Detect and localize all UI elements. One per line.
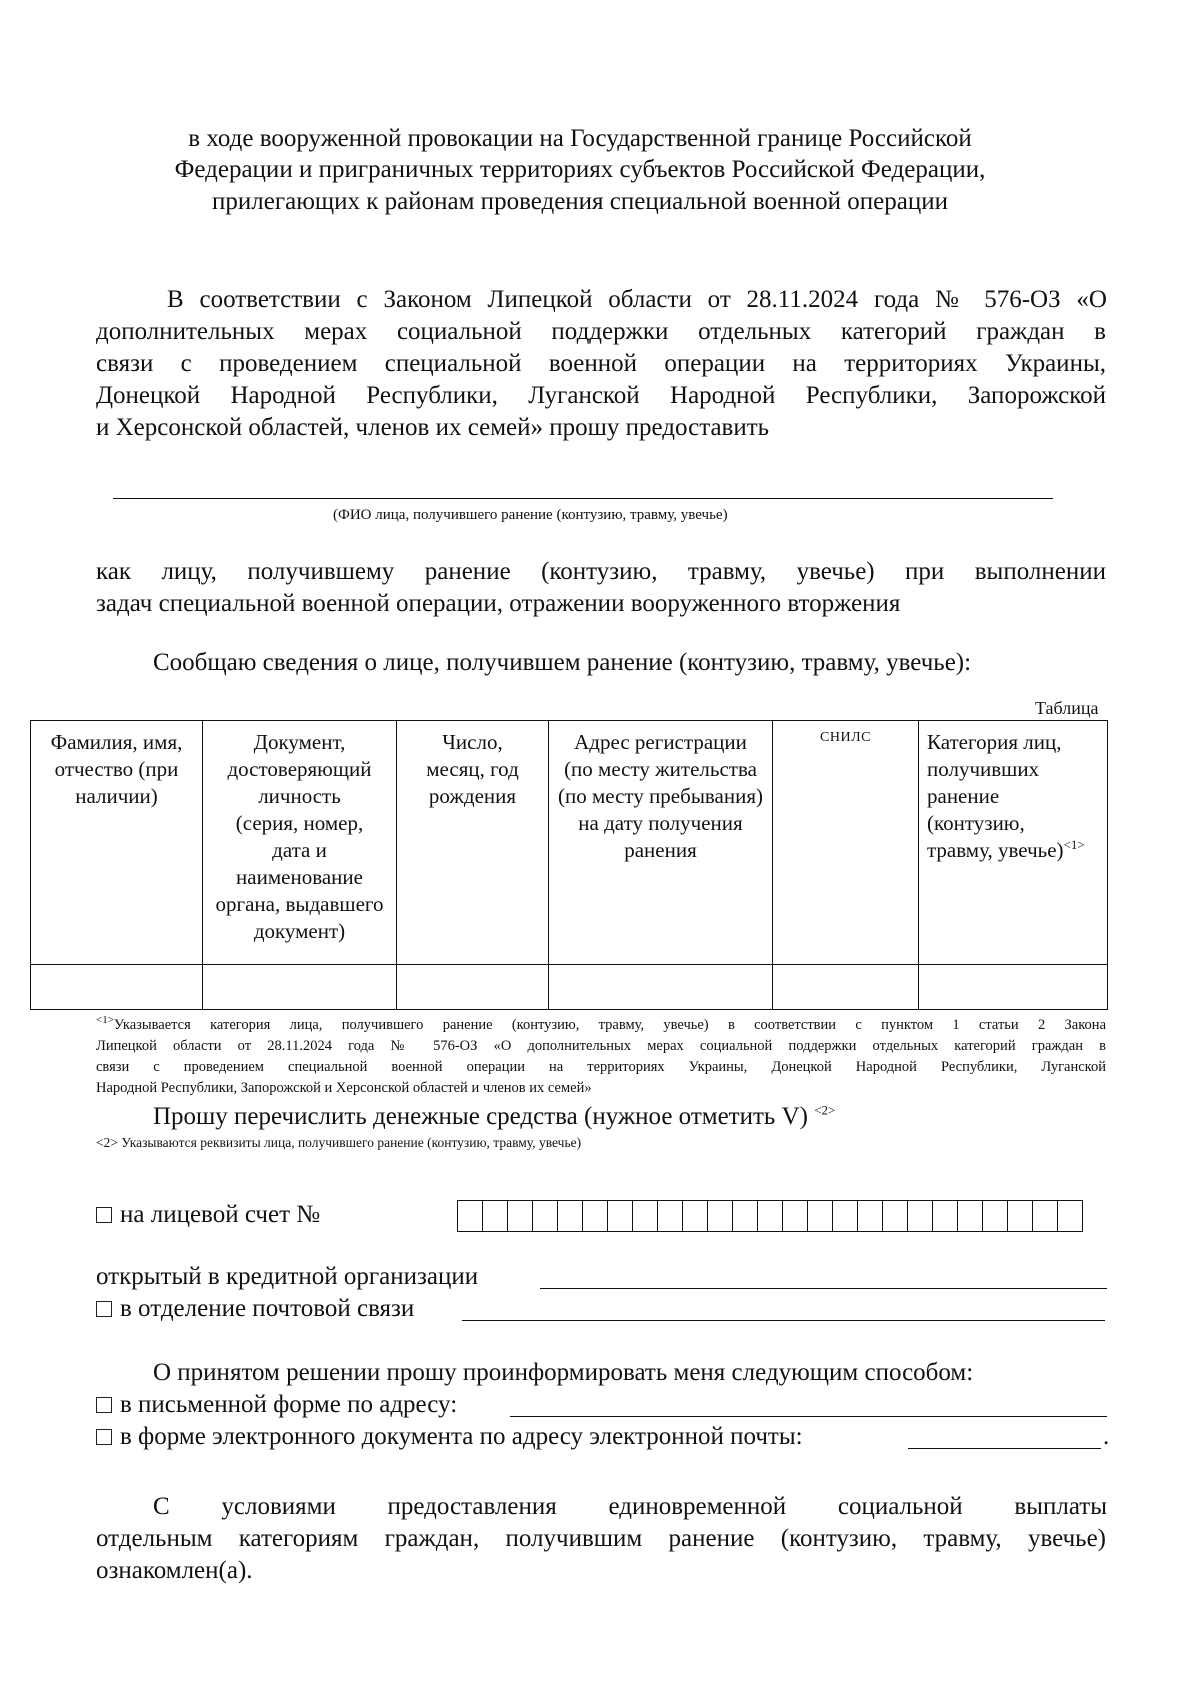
as-person-line-2: задач специальной военной операции, отражении вооруженного вторжения: [96, 590, 901, 617]
header-line-3: прилегающих к районам проведения специальной военной операции: [212, 188, 948, 215]
intro-line-3: связи с проведением специальной военной операции на территориях Украины,: [96, 350, 1106, 377]
footnote-1-line-1: $^{<1>}$Указывается категория лица, получившего ранение (контузию, травму, увечье) в соответствии с пунктом 1 статьи 2 Закона: [96, 1014, 1106, 1033]
fio-input-line[interactable]: [113, 498, 1053, 499]
email-input-line[interactable]: [908, 1448, 1101, 1449]
th-address: Адрес регистрации (по месту жительства (по месту пребывания) на дату получения ранения: [549, 721, 773, 965]
intro-line-5: и Херсонской областей, членов их семей» прошу предоставить: [96, 414, 770, 441]
email-option: в форме электронного документа по адресу электронной почты:: [96, 1422, 803, 1452]
table-header-row: [31, 721, 1108, 965]
post-office-checkbox[interactable]: [96, 1301, 112, 1317]
written-address-input-line[interactable]: [510, 1416, 1107, 1417]
intro-line-1: В соответствии с Законом Липецкой области от 28.11.2024 года № 576-ОЗ «О: [167, 286, 1107, 313]
cell-birthdate[interactable]: [397, 965, 549, 1010]
header-line-2: Федерации и приграничных территориях субъектов Российской Федерации,: [174, 156, 986, 183]
table-row: [31, 965, 1108, 1010]
conditions-line-2: отдельным категориям граждан, получившим ранение (контузию, травму, увечье): [96, 1525, 1106, 1552]
as-person-line-1: как лицу, получившему ранение (контузию, травму, увечье) при выполнении: [96, 558, 1106, 585]
cell-category[interactable]: [919, 965, 1108, 1010]
account-number-boxes[interactable]: [457, 1200, 1083, 1232]
account-option: на лицевой счет №: [96, 1200, 320, 1230]
transfer-request: Прошу перечислить денежные средства (нужное отметить V) $^{<2>}$: [153, 1102, 836, 1130]
conditions-line-1: С условиями предоставления единовременной социальной выплаты: [153, 1493, 1107, 1520]
table-label: Таблица: [1035, 698, 1099, 718]
header-line-1: в ходе вооруженной провокации на Государственной границе Российской: [188, 125, 972, 152]
post-office-option: в отделение почтовой связи: [96, 1294, 414, 1324]
email-checkbox[interactable]: [96, 1429, 112, 1445]
cell-snils[interactable]: [773, 965, 919, 1010]
fio-caption: (ФИО лица, получившего ранение (контузию, травму, увечье): [333, 507, 728, 523]
th-birthdate: Число, месяц, год рождения: [397, 721, 549, 965]
credit-org-input-line[interactable]: [540, 1288, 1107, 1289]
credit-org-label: открытый в кредитной организации: [96, 1263, 479, 1290]
footnote-1-line-4: Народной Республики, Запорожской и Херсонской областей и членов их семей»: [96, 1080, 592, 1096]
written-checkbox[interactable]: [96, 1397, 112, 1413]
info-table: [30, 720, 1108, 1010]
th-fio: Фамилия, имя, отчество (при наличии): [31, 721, 203, 965]
cell-document[interactable]: [203, 965, 397, 1010]
intro-line-4: Донецкой Народной Республики, Луганской Народной Республики, Запорожской: [96, 382, 1106, 409]
email-period: .: [1103, 1423, 1110, 1450]
th-category: Категория лиц, получивших ранение (контузию, травму, увечье)$^{<1>}$: [919, 721, 1108, 965]
footnote-ref-1: <1>: [1063, 837, 1085, 852]
written-option: в письменной форме по адресу:: [96, 1390, 457, 1420]
report-line: Сообщаю сведения о лице, получившем ранение (контузию, травму, увечье):: [153, 649, 972, 676]
post-office-input-line[interactable]: [462, 1320, 1105, 1321]
footnote-1-line-3: связи с проведением специальной военной операции на территориях Украины, Донецкой Народной Республики, Луганской: [96, 1059, 1106, 1075]
th-snils: СНИЛС: [773, 721, 919, 965]
footnote-ref-2: <2>: [814, 1102, 836, 1118]
footnote-1-line-2: Липецкой области от 28.11.2024 года № 576-ОЗ «О дополнительных мерах социальной поддержки отдельных категорий граждан в: [96, 1038, 1106, 1054]
cell-fio[interactable]: [31, 965, 203, 1010]
account-checkbox[interactable]: [96, 1207, 112, 1223]
intro-line-2: дополнительных мерах социальной поддержки отдельных категорий граждан в: [96, 318, 1106, 345]
cell-address[interactable]: [549, 965, 773, 1010]
footnote-2: <2> Указываются реквизиты лица, получившего ранение (контузию, травму, увечье): [96, 1135, 582, 1150]
th-document: Документ, достоверяющий личность (серия, номер, дата и наименование органа, выдавшего документ): [203, 721, 397, 965]
decision-text: О принятом решении прошу проинформировать меня следующим способом:: [153, 1359, 974, 1386]
conditions-line-3: ознакомлен(а).: [96, 1557, 253, 1584]
